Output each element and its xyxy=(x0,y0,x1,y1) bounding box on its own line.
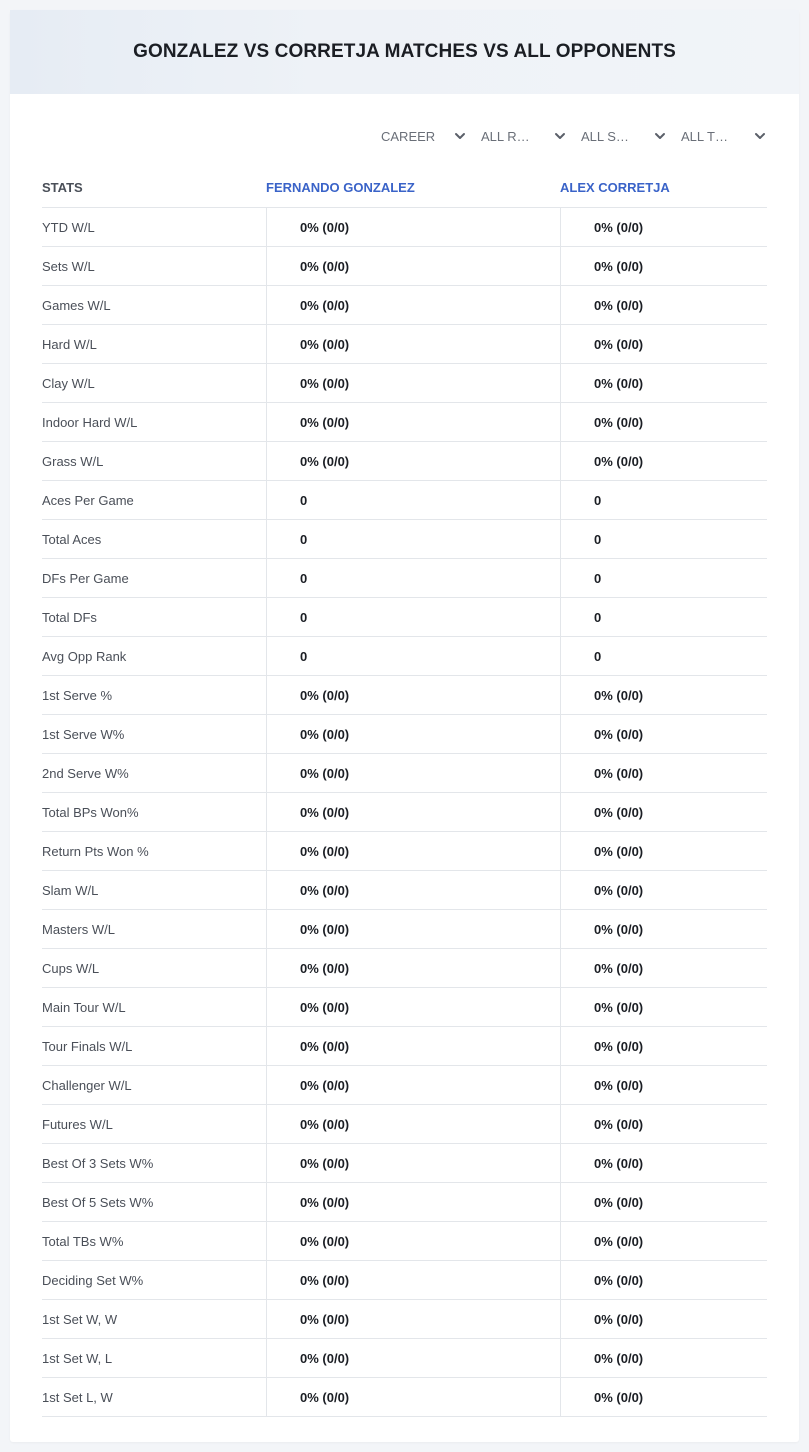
player1-value: 0% (0/0) xyxy=(266,832,560,870)
filter-period-label: CAREER xyxy=(381,128,436,144)
stat-label: Sets W/L xyxy=(42,258,95,274)
player1-value: 0% (0/0) xyxy=(266,1105,560,1143)
stat-label: Total Aces xyxy=(42,531,102,547)
filter-tournament-label: ALL T… xyxy=(681,128,728,144)
table-row xyxy=(42,676,767,715)
stat-label: YTD W/L xyxy=(42,219,95,235)
player2-value: 0% (0/0) xyxy=(560,1183,767,1221)
player1-value: 0% (0/0) xyxy=(266,442,560,480)
stat-label: Indoor Hard W/L xyxy=(42,414,138,430)
stat-label: 1st Serve % xyxy=(42,687,113,703)
filter-round-label: ALL R… xyxy=(481,128,530,144)
stats-table xyxy=(42,168,767,1417)
table-row xyxy=(42,247,767,286)
table-row xyxy=(42,403,767,442)
player1-value: 0% (0/0) xyxy=(266,1261,560,1299)
stat-label: Avg Opp Rank xyxy=(42,648,127,664)
stat-label: 1st Serve W% xyxy=(42,726,125,742)
player1-value: 0% (0/0) xyxy=(266,754,560,792)
player2-value: 0% (0/0) xyxy=(560,1261,767,1299)
table-body xyxy=(42,208,767,1417)
filter-surface-label: ALL S… xyxy=(581,128,629,144)
player1-value: 0% (0/0) xyxy=(266,1027,560,1065)
player1-value: 0% (0/0) xyxy=(266,286,560,324)
player1-value: 0% (0/0) xyxy=(266,988,560,1026)
player2-value: 0% (0/0) xyxy=(560,1300,767,1338)
table-row xyxy=(42,1183,767,1222)
stat-label: Tour Finals W/L xyxy=(42,1038,133,1054)
stat-label: Total TBs W% xyxy=(42,1233,124,1249)
table-row xyxy=(42,1339,767,1378)
stat-label: Aces Per Game xyxy=(42,492,134,508)
filter-round-select[interactable] xyxy=(481,124,567,148)
table-row xyxy=(42,715,767,754)
player1-value: 0% (0/0) xyxy=(266,1183,560,1221)
table-row xyxy=(42,949,767,988)
player2-value: 0% (0/0) xyxy=(560,793,767,831)
player2-link[interactable]: ALEX CORRETJA xyxy=(560,180,670,195)
stat-label: Grass W/L xyxy=(42,453,104,469)
player1-value: 0% (0/0) xyxy=(266,1300,560,1338)
table-row xyxy=(42,520,767,559)
filter-surface-select[interactable] xyxy=(581,124,667,148)
player2-value: 0% (0/0) xyxy=(560,832,767,870)
player1-value: 0% (0/0) xyxy=(266,403,560,441)
player2-value: 0% (0/0) xyxy=(560,910,767,948)
stat-label: Hard W/L xyxy=(42,336,97,352)
stat-label: Main Tour W/L xyxy=(42,999,126,1015)
player2-value: 0% (0/0) xyxy=(560,1378,767,1416)
player1-value: 0% (0/0) xyxy=(266,793,560,831)
player2-value: 0% (0/0) xyxy=(560,364,767,402)
player1-value: 0 xyxy=(266,637,560,675)
player2-value: 0% (0/0) xyxy=(560,403,767,441)
chevron-down-icon xyxy=(753,129,767,143)
player1-value: 0 xyxy=(266,598,560,636)
stat-label: Slam W/L xyxy=(42,882,99,898)
player2-value: 0% (0/0) xyxy=(560,1144,767,1182)
player2-value: 0% (0/0) xyxy=(560,871,767,909)
stat-label: Best Of 5 Sets W% xyxy=(42,1194,154,1210)
filter-bar xyxy=(381,124,767,148)
player2-value: 0% (0/0) xyxy=(560,247,767,285)
stats-card xyxy=(10,10,799,1442)
stat-label: DFs Per Game xyxy=(42,570,129,586)
stat-label: Masters W/L xyxy=(42,921,115,937)
player1-value: 0% (0/0) xyxy=(266,1222,560,1260)
table-row xyxy=(42,793,767,832)
table-row xyxy=(42,442,767,481)
player1-value: 0 xyxy=(266,520,560,558)
player1-value: 0% (0/0) xyxy=(266,871,560,909)
player2-value: 0% (0/0) xyxy=(560,1105,767,1143)
table-row xyxy=(42,364,767,403)
player2-value: 0% (0/0) xyxy=(560,325,767,363)
player1-value: 0% (0/0) xyxy=(266,364,560,402)
page-title: GONZALEZ VS CORRETJA MATCHES VS ALL OPPONENTS xyxy=(133,41,676,62)
player1-value: 0 xyxy=(266,481,560,519)
player1-value: 0% (0/0) xyxy=(266,949,560,987)
filter-period-select[interactable] xyxy=(381,124,467,148)
table-row xyxy=(42,325,767,364)
player2-value: 0% (0/0) xyxy=(560,988,767,1026)
player2-value: 0% (0/0) xyxy=(560,208,767,246)
player1-value: 0% (0/0) xyxy=(266,1378,560,1416)
card-header xyxy=(10,10,799,94)
stat-label: 1st Set W, L xyxy=(42,1350,113,1366)
player2-value: 0% (0/0) xyxy=(560,676,767,714)
player2-value: 0% (0/0) xyxy=(560,442,767,480)
player2-value: 0% (0/0) xyxy=(560,754,767,792)
stat-label: Best Of 3 Sets W% xyxy=(42,1155,154,1171)
stat-label: Futures W/L xyxy=(42,1116,113,1132)
stat-label: Cups W/L xyxy=(42,960,100,976)
player2-value: 0% (0/0) xyxy=(560,1066,767,1104)
column-header-stats: STATS xyxy=(42,180,83,195)
stat-label: 2nd Serve W% xyxy=(42,765,129,781)
table-row xyxy=(42,1261,767,1300)
player1-value: 0% (0/0) xyxy=(266,910,560,948)
table-row xyxy=(42,1027,767,1066)
stat-label: Clay W/L xyxy=(42,375,95,391)
player2-value: 0 xyxy=(560,520,767,558)
player1-value: 0% (0/0) xyxy=(266,715,560,753)
player2-value: 0 xyxy=(560,598,767,636)
player1-value: 0% (0/0) xyxy=(266,676,560,714)
stat-label: 1st Set L, W xyxy=(42,1389,113,1405)
table-row xyxy=(42,1066,767,1105)
chevron-down-icon xyxy=(553,129,567,143)
table-row xyxy=(42,1105,767,1144)
table-row xyxy=(42,637,767,676)
player1-link[interactable]: FERNANDO GONZALEZ xyxy=(266,180,415,195)
table-row xyxy=(42,1378,767,1417)
table-row xyxy=(42,481,767,520)
player2-value: 0% (0/0) xyxy=(560,1339,767,1377)
table-row xyxy=(42,598,767,637)
table-row xyxy=(42,208,767,247)
player2-value: 0 xyxy=(560,481,767,519)
player1-value: 0 xyxy=(266,559,560,597)
player1-value: 0% (0/0) xyxy=(266,1339,560,1377)
chevron-down-icon xyxy=(653,129,667,143)
player1-value: 0% (0/0) xyxy=(266,208,560,246)
player1-value: 0% (0/0) xyxy=(266,1144,560,1182)
stat-label: Games W/L xyxy=(42,297,111,313)
filter-tournament-select[interactable] xyxy=(681,124,767,148)
stat-label: Challenger W/L xyxy=(42,1077,132,1093)
table-row xyxy=(42,988,767,1027)
player2-value: 0% (0/0) xyxy=(560,1222,767,1260)
table-row xyxy=(42,910,767,949)
table-header xyxy=(42,168,767,208)
stat-label: 1st Set W, W xyxy=(42,1311,118,1327)
player1-value: 0% (0/0) xyxy=(266,247,560,285)
table-row xyxy=(42,754,767,793)
stat-label: Return Pts Won % xyxy=(42,843,149,859)
player2-value: 0% (0/0) xyxy=(560,1027,767,1065)
player2-value: 0% (0/0) xyxy=(560,715,767,753)
table-row xyxy=(42,1222,767,1261)
stat-label: Total BPs Won% xyxy=(42,804,139,820)
table-row xyxy=(42,1144,767,1183)
stat-label: Deciding Set W% xyxy=(42,1272,144,1288)
player1-value: 0% (0/0) xyxy=(266,325,560,363)
table-row xyxy=(42,559,767,598)
player2-value: 0% (0/0) xyxy=(560,949,767,987)
table-row xyxy=(42,1300,767,1339)
player2-value: 0 xyxy=(560,637,767,675)
player1-value: 0% (0/0) xyxy=(266,1066,560,1104)
table-row xyxy=(42,832,767,871)
table-row xyxy=(42,871,767,910)
table-row xyxy=(42,286,767,325)
stat-label: Total DFs xyxy=(42,609,97,625)
player2-value: 0 xyxy=(560,559,767,597)
chevron-down-icon xyxy=(453,129,467,143)
player2-value: 0% (0/0) xyxy=(560,286,767,324)
